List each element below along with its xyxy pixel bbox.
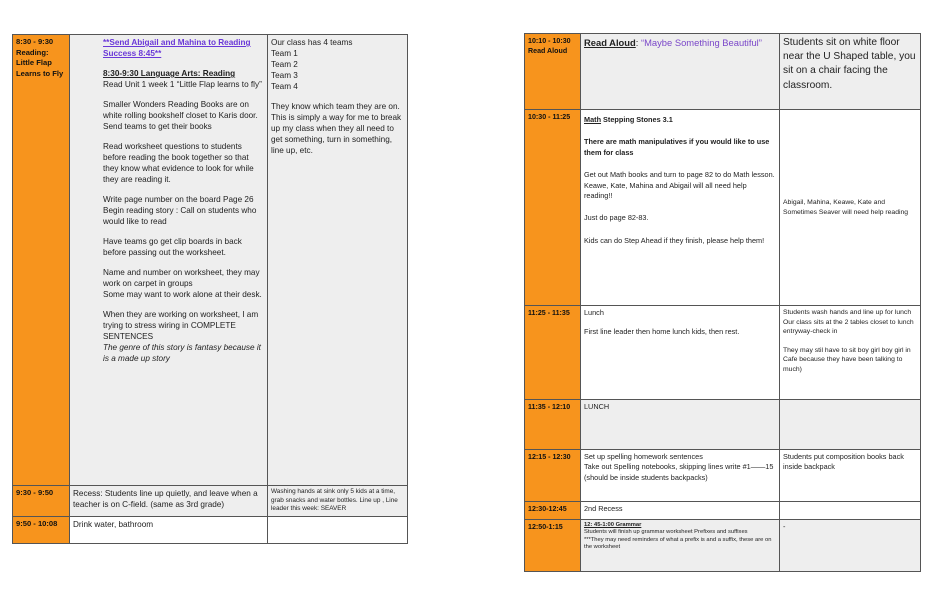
activity-cell: 2nd Recess: [581, 502, 780, 520]
table-row: [13, 516, 408, 543]
activity-cell: Recess: Students line up quietly, and leave when a teacher is on C-field. (same as 3rd grade): [70, 486, 268, 517]
paragraph: Some may want to work alone at their desk.: [103, 290, 262, 299]
time-cell: 9:30 - 9:50: [13, 486, 70, 517]
table-row: [525, 450, 921, 502]
paragraph: First line leader then home lunch kids, then rest.: [584, 327, 740, 337]
table-row: [525, 110, 921, 306]
table-row: [13, 35, 408, 486]
time-cell: 12:50-1:15: [525, 520, 581, 572]
notes-paragraph: Students wash hands and line up for lunch: [783, 309, 912, 316]
time-cell: 12:15 - 12:30: [525, 450, 581, 502]
notes-cell: Washing hands at sink only 5 kids at a time, grab snacks and water bottles. Line up , Line leader this week: SEAVER: [268, 486, 408, 517]
paragraph: When they are working on worksheet, I am trying to stress wiring in COMPLETE SENTENCES: [103, 310, 259, 341]
paragraph: Get out Math books and turn to page 82 to do Math lesson. Keawe, Kate, Mahina and Abigail will all need help reading!!: [584, 170, 775, 201]
notes-cell: Students sit on white floor near the U Shaped table, you sit on a chair facing the classroom.: [780, 34, 921, 110]
time-cell: 10:10 - 10:30 Read Aloud: [525, 34, 581, 110]
notes-paragraph: They may stil have to sit boy girl boy girl in Cafe because they have been talking to much): [783, 346, 911, 373]
math-label: Math: [584, 115, 602, 124]
math-title: Stepping Stones 3.1: [601, 115, 673, 124]
activity-cell: [581, 450, 780, 502]
paragraph: Begin reading story : Call on students who would like to read: [103, 206, 257, 226]
time-cell: 11:35 - 12:10: [525, 400, 581, 450]
paragraph: Read Unit 1 week 1 “Little Flap learns to fly”: [103, 80, 262, 89]
paragraph: Write page number on the board Page 26: [103, 195, 254, 204]
paragraph: Smaller Wonders Reading Books are on white rolling bookshelf closet to Karis door. Send teams to get their books: [103, 100, 258, 131]
table-row: [525, 520, 921, 572]
schedule-page-1: [12, 34, 408, 544]
activity-cell: [581, 520, 780, 572]
activity-cell: [581, 110, 780, 306]
paragraph: Just do page 82-83.: [584, 213, 649, 223]
notes-cell: Students put composition books back inside backpack: [780, 450, 921, 502]
schedule-page-2: [524, 33, 921, 572]
table-row: [13, 486, 408, 517]
paragraph: Have teams go get clip boards in back before passing out the worksheet.: [103, 237, 242, 257]
reading-success-link[interactable]: **Send Abigail and Mahina to Reading Success 8:45**: [103, 38, 251, 58]
paragraph: Take out Spelling notebooks, skipping lines write #1——15 (should be inside students backpacks): [584, 462, 774, 482]
section-heading: 8:30-9:30 Language Arts: Reading: [103, 69, 236, 78]
notes-cell: [780, 306, 921, 400]
notes-cell: -: [780, 520, 921, 572]
read-aloud-title: Read Aloud: [584, 37, 636, 48]
notes-paragraph: Our class sits at the 2 tables closet to lunch entryway-check in: [783, 318, 914, 336]
time-cell: 10:30 - 11:25: [525, 110, 581, 306]
time-cell: 8:30 - 9:30 Reading: Little Flap Learns to Fly: [13, 35, 70, 486]
table-row: [525, 400, 921, 450]
notes-line: Our class has 4 teams: [271, 38, 353, 47]
notes-line: Team 3: [271, 71, 298, 80]
notes-line: Team 2: [271, 60, 298, 69]
section-heading: [584, 115, 776, 125]
paragraph: Name and number on worksheet, they may work on carpet in groups: [103, 268, 260, 288]
paragraph: ***They may need reminders of what a prefix is and a suffix, these are on the worksheet: [584, 536, 772, 551]
manipulatives-note: There are math manipulatives if you would like to use them for class: [584, 137, 770, 157]
paragraph: Set up spelling homework sentences: [584, 452, 703, 461]
table-row: [525, 34, 921, 110]
activity-cell: Drink water, bathroom: [70, 516, 268, 543]
paragraph: Kids can do Step Ahead if they finish, please help them!: [584, 235, 765, 245]
paragraph: Read worksheet questions to students before reading the book together so that they know what evidence to look for while they are reading it.: [103, 142, 254, 184]
section-heading: 12: 45-1:00 Grammar: [584, 522, 642, 528]
notes-cell: [780, 400, 921, 450]
activity-cell: [581, 34, 780, 110]
paragraph: Lunch: [584, 308, 604, 317]
paragraph: Students will finish up grammar worksheet Prefixes and suffixes: [584, 529, 748, 536]
notes-line: Team 1: [271, 49, 298, 58]
notes-paragraph: They know which team they are on. This is simply a way for me to break up my class when they all need to get something, turn in something, line up, etc.: [271, 102, 402, 155]
book-title: “Maybe Something Beautiful”: [640, 37, 762, 48]
notes-cell: [780, 502, 921, 520]
schedule-table-1: [12, 34, 408, 544]
schedule-table-2: [524, 33, 921, 572]
activity-cell: [70, 35, 268, 486]
activity-cell: LUNCH: [581, 400, 780, 450]
time-cell: 9:50 - 10:08: [13, 516, 70, 543]
table-row: [525, 306, 921, 400]
title-separator: :: [635, 37, 641, 48]
notes-cell: Abigail, Mahina, Keawe, Kate and Sometimes Seaver will need help reading: [780, 110, 921, 306]
notes-cell: [268, 516, 408, 543]
time-cell: 11:25 - 11:35: [525, 306, 581, 400]
notes-cell: [268, 35, 408, 486]
table-row: [525, 502, 921, 520]
genre-note: The genre of this story is fantasy because it is a made up story: [103, 343, 261, 363]
time-cell: 12:30-12:45: [525, 502, 581, 520]
activity-cell: [581, 306, 780, 400]
notes-line: Team 4: [271, 82, 298, 91]
